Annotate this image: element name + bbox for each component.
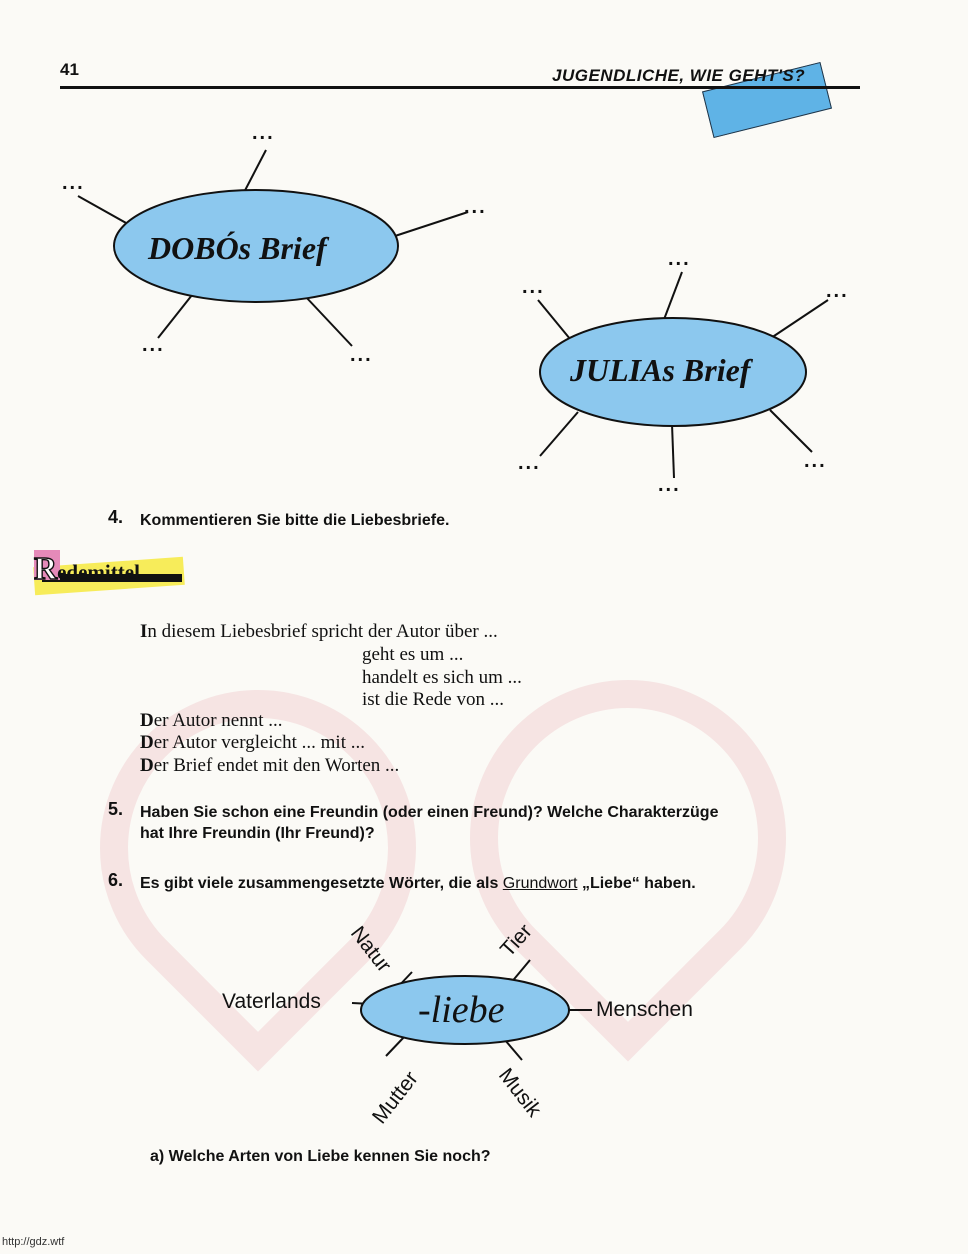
julia-brief-label: JULIAs Brief: [570, 352, 751, 388]
dots: ...: [668, 248, 691, 270]
footer-url: http://gdz.wtf: [2, 1236, 65, 1248]
word-musik: Musik: [493, 1064, 546, 1122]
phrase-line: Der Brief endet mit den Worten ...: [140, 755, 400, 776]
word-tier: Tier: [496, 919, 537, 962]
task-5-line-1: Haben Sie schon eine Freundin (oder einen Freund)? Welche Charakterzüge: [140, 804, 719, 821]
word-vaterlands: Vaterlands: [222, 990, 321, 1013]
redemittel-rest: edemittel: [57, 560, 140, 584]
dots: ...: [350, 344, 373, 366]
word-natur: Natur: [345, 922, 396, 977]
dots: ...: [518, 452, 541, 474]
dots: ...: [142, 334, 165, 356]
task-a-text: a) Welche Arten von Liebe kennen Sie noch?: [150, 1148, 491, 1165]
word-menschen: Menschen: [596, 998, 693, 1021]
dots: ...: [804, 450, 827, 472]
redemittel-badge: [34, 550, 184, 606]
page-number: 41: [60, 60, 79, 79]
phrase-line: ist die Rede von ...: [362, 689, 504, 710]
phrase-line: In diesem Liebesbrief spricht der Autor über ...: [140, 621, 498, 642]
task-6-text: Es gibt viele zusammengesetzte Wörter, die als Grundwort „Liebe“ haben.: [140, 875, 696, 892]
word-mutter: Mutter: [368, 1067, 423, 1129]
dots: ...: [658, 474, 681, 496]
redemittel-label: [34, 550, 140, 587]
running-title: JUGENDLICHE, WIE GEHT'S?: [552, 66, 806, 85]
dots: ...: [826, 280, 849, 302]
phrase-line: Der Autor vergleicht ... mit ...: [140, 732, 365, 753]
task-5-number: 5.: [108, 799, 124, 819]
task-5-line-2: hat Ihre Freundin (Ihr Freund)?: [140, 825, 375, 842]
dots: ...: [464, 196, 487, 218]
dots: ...: [522, 276, 545, 298]
redemittel-initial: R: [34, 550, 58, 586]
task-4-text: Kommentieren Sie bitte die Liebesbriefe.: [140, 512, 450, 529]
task-6-number: 6.: [108, 870, 124, 890]
grundwort-underlined: Grundwort: [502, 875, 578, 892]
liebe-center-label: -liebe: [418, 989, 505, 1031]
dots: ...: [252, 122, 275, 144]
phrase-line: handelt es sich um ...: [362, 667, 522, 688]
task-4-number: 4.: [108, 507, 124, 527]
dots: ...: [62, 172, 85, 194]
phrase-line: Der Autor nennt ...: [140, 710, 283, 731]
phrase-line: geht es um ...: [362, 644, 464, 665]
dobo-brief-label: DOBÓs Brief: [148, 230, 327, 266]
